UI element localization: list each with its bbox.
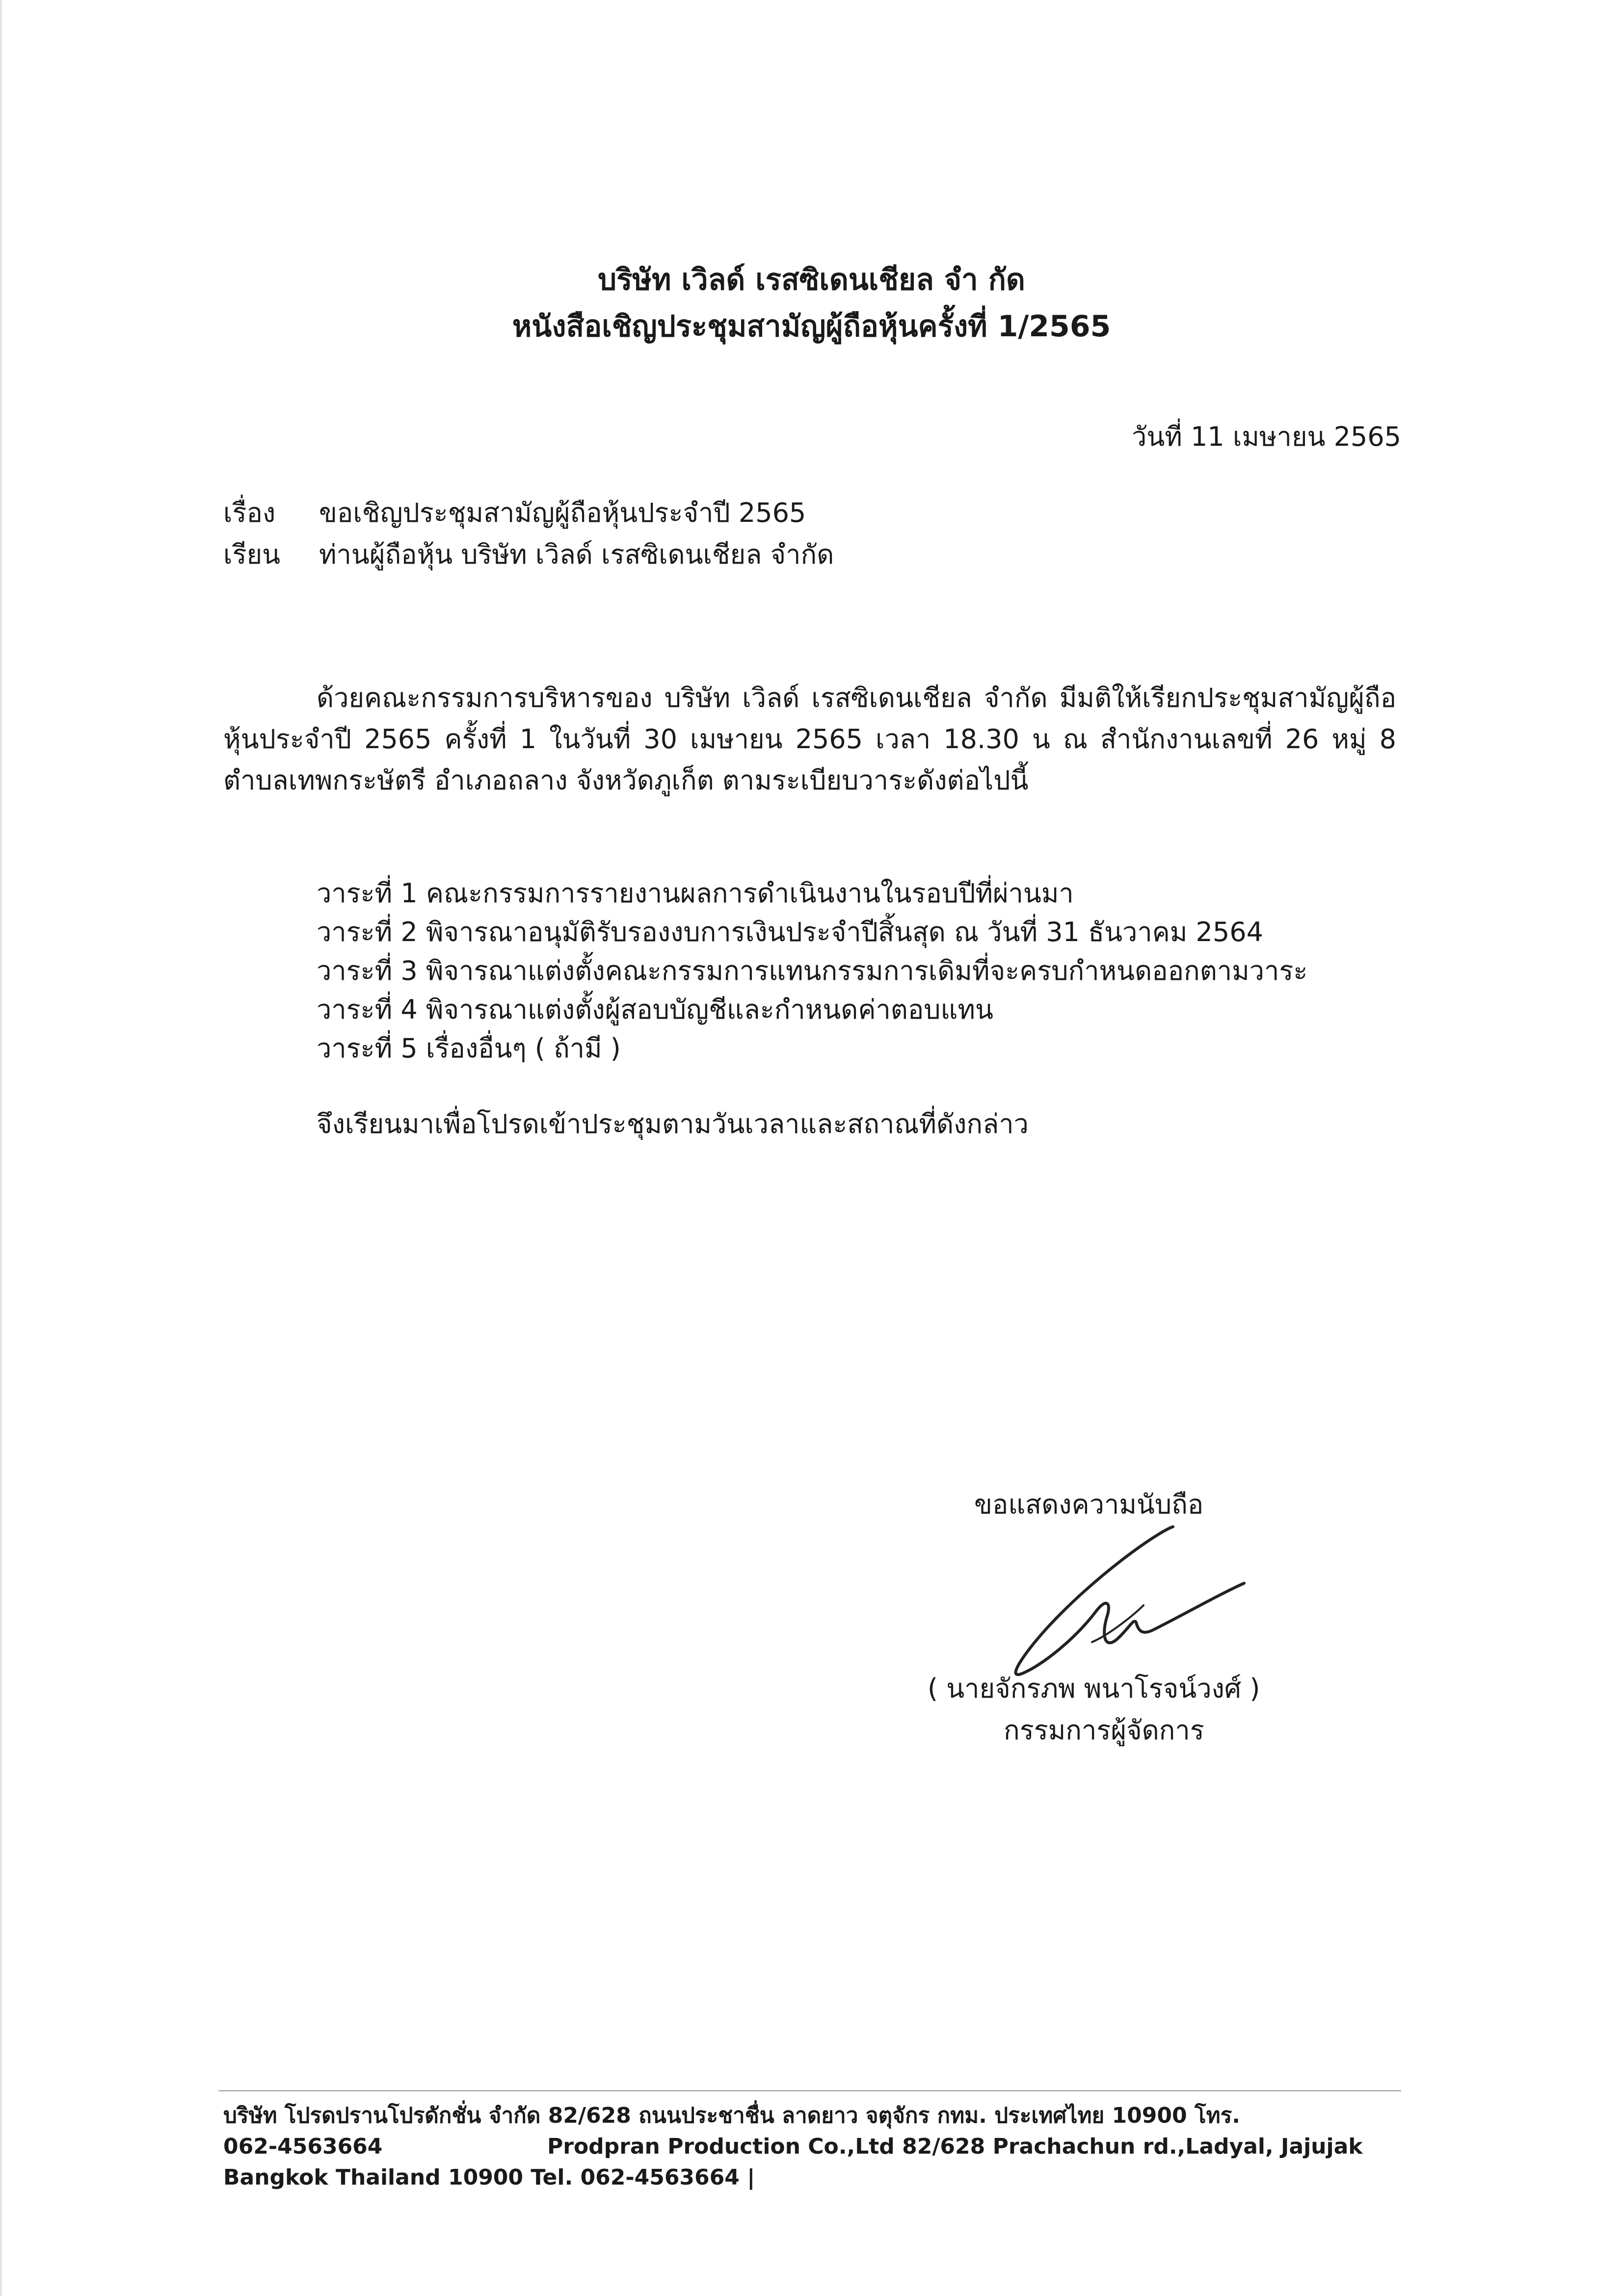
footer-phone: 062-4563664 <box>223 2134 383 2159</box>
footer-company-en: Prodpran Production Co.,Ltd 82/628 Prachachun rd.,Ladyal, Jajujak <box>547 2134 1363 2159</box>
agenda-item-2: วาระที่ 2 พิจารณาอนุมัติรับรองงบการเงินประจำปีสิ้นสุด ณ วันที่ 31 ธันวาคม 2564 <box>317 917 1263 947</box>
recipient-text: ท่านผู้ถือหุ้น บริษัท เวิลด์ เรสซิเดนเชียล จำกัด <box>319 539 834 570</box>
signatory-name: ( นายจักรภพ พนาโรจน์วงศ์ ) <box>928 1673 1260 1704</box>
subject-label: เรื่อง <box>223 497 276 528</box>
document-title: หนังสือเชิญประชุมสามัญผู้ถือหุ้นครั้งที่ 1/2565 <box>512 309 1111 344</box>
agenda-item-3: วาระที่ 3 พิจารณาแต่งตั้งคณะกรรมการแทนกรรมการเดิมที่จะครบกำหนดออกตามวาระ <box>317 955 1308 986</box>
agenda-list <box>317 874 1307 1068</box>
footer-line-3: Bangkok Thailand 10900 Tel. 062-4563664 | <box>223 2165 755 2190</box>
body-paragraph: ด้วยคณะกรรมการบริหารของ บริษัท เวิลด์ เรสซิเดนเชียล จำกัด มีมติให้เรียกประชุมสามัญผู้ถือหุ้นประจำปี 2565 ครั้งที่ 1 ในวันที่ 30 เมษายน 2565 เวลา 18.30 น ณ สำนักงานเลขที่ 26 หมู่ 8 ตำบลเทพกระษัตรี อำเภอถลาง จังหวัดภูเก็ต ตามระเบียบวาระดังต่อไปนี้ <box>223 682 1396 796</box>
signatory-title: กรรมการผู้จัดการ <box>1004 1715 1204 1746</box>
agenda-item-1: วาระที่ 1 คณะกรรมการรายงานผลการดำเนินงานในรอบปีที่ผ่านมา <box>317 878 1074 909</box>
closing-sentence: จึงเรียนมาเพื่อโปรดเข้าประชุมตามวันเวลาและสถาณที่ดังกล่าว <box>317 1108 1029 1139</box>
letter-date: วันที่ 11 เมษายน 2565 <box>1132 421 1401 452</box>
company-name: บริษัท เวิลด์ เรสซิเดนเชียล จำ กัด <box>598 263 1025 297</box>
regards: ขอแสดงความนับถือ <box>974 1489 1204 1520</box>
recipient-label: เรียน <box>223 539 281 570</box>
footer-line-2 <box>223 2132 1406 2161</box>
recipient-line <box>223 538 834 572</box>
subject-text: ขอเชิญประชุมสามัญผู้ถือหุ้นประจำปี 2565 <box>319 497 806 528</box>
subject-line <box>223 496 806 530</box>
footer-divider <box>218 2090 1401 2091</box>
footer-line-1: บริษัท โปรดปรานโปรดักชั่น จำกัด 82/628 ถนนประชาชื่น ลาดยาว จตุจักร กทม. ประเทศไทย 10900 โทร. <box>223 2103 1240 2128</box>
handwritten-signature <box>996 1517 1251 1684</box>
agenda-item-5: วาระที่ 5 เรื่องอื่นๆ ( ถ้ามี ) <box>317 1033 621 1064</box>
agenda-item-4: วาระที่ 4 พิจารณาแต่งตั้งผู้สอบบัญชีและกำหนดค่าตอบแทน <box>317 994 993 1025</box>
